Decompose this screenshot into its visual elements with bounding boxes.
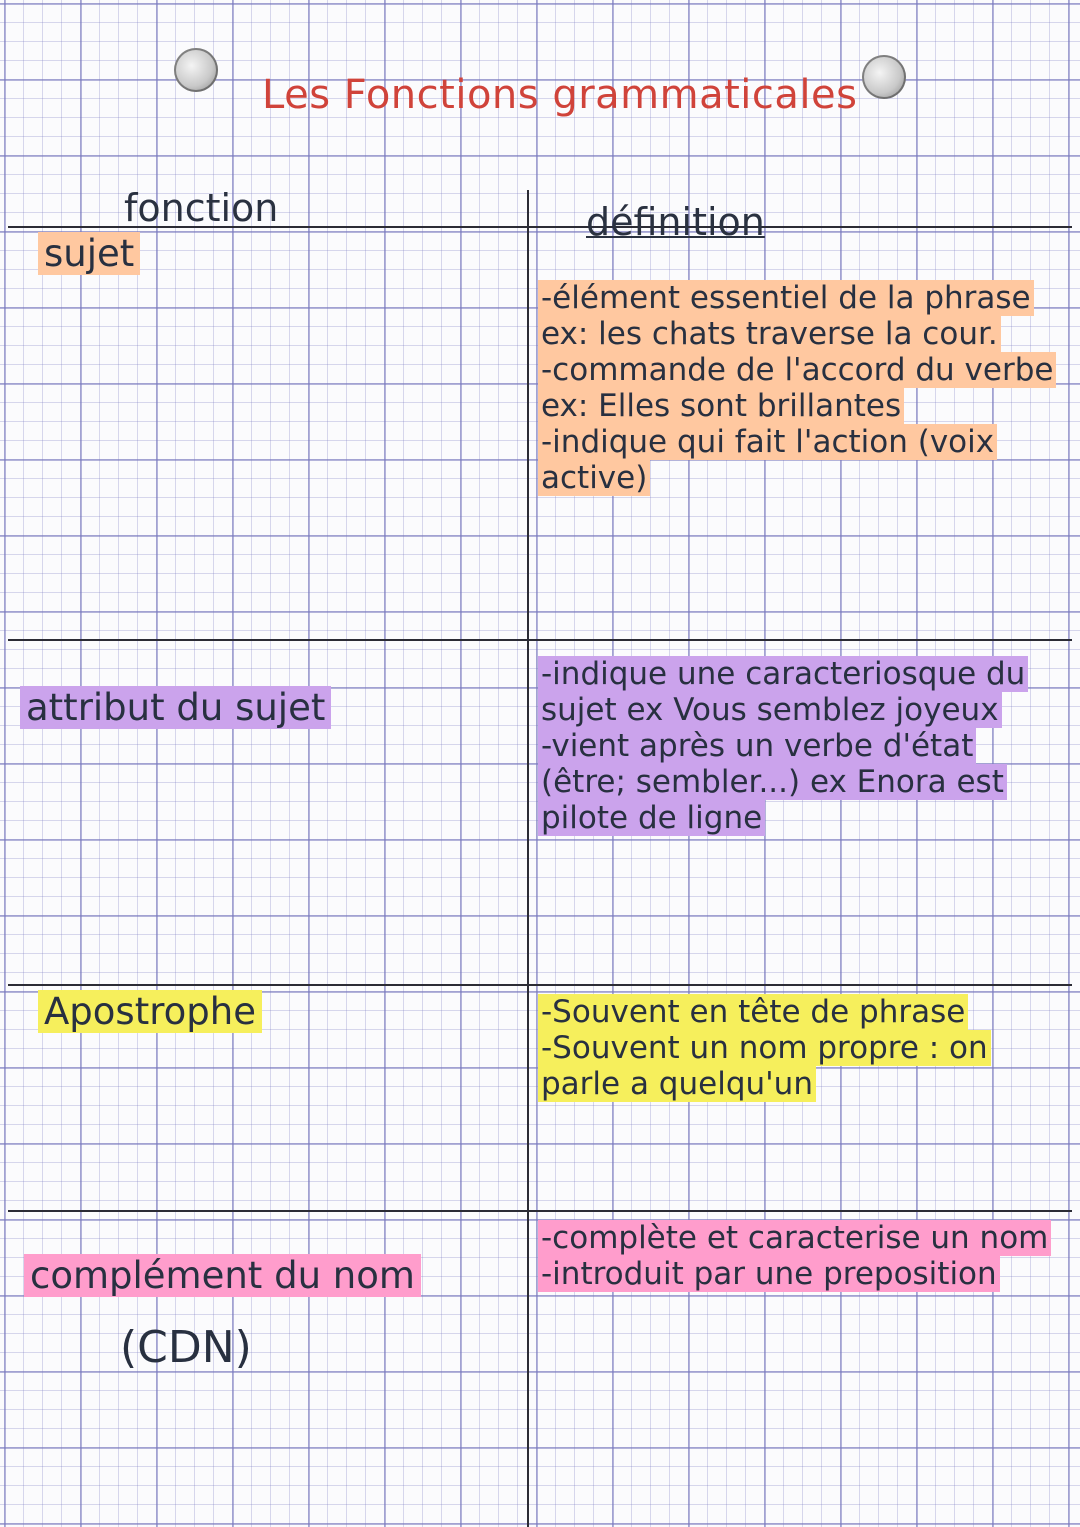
definition-item: -vient après un verbe d'état (être; sembler...) ex Enora est pilote de ligne — [538, 728, 1068, 836]
function-label-attribut-du-sujet — [20, 686, 331, 729]
function-label-complement-du-nom — [24, 1254, 421, 1297]
function-label-text: Apostrophe — [38, 990, 262, 1033]
row-divider-3 — [8, 1210, 1072, 1212]
definition-item: -Souvent un nom propre : on parle a quelqu'un — [538, 1030, 1068, 1102]
row-divider-1 — [8, 639, 1072, 641]
function-column-header: fonction — [124, 186, 279, 230]
definition-column-header: définition — [586, 200, 765, 244]
definition-item: -élément essentiel de la phrase ex: les chats traverse la cour. — [538, 280, 1068, 352]
definition-list-attribut-du-sujet — [538, 656, 1068, 836]
punch-hole-left — [174, 48, 218, 92]
page-title: Les Fonctions grammaticales — [262, 72, 858, 118]
function-abbreviation-cdn: (CDN) — [120, 1322, 252, 1373]
definition-item: -indique une caracteriosque du sujet ex Vous semblez joyeux — [538, 656, 1068, 728]
definition-item: -complète et caracterise un nom — [538, 1220, 1068, 1256]
definition-item: -commande de l'accord du verbe ex: Elles sont brillantes — [538, 352, 1068, 424]
column-divider — [527, 190, 529, 1527]
definition-list-sujet — [538, 280, 1068, 496]
definition-item: -introduit par une preposition — [538, 1256, 1068, 1292]
definition-item: -indique qui fait l'action (voix active) — [538, 424, 1068, 496]
row-divider-2 — [8, 984, 1072, 986]
punch-hole-right — [862, 55, 906, 99]
definition-list-complement-du-nom — [538, 1220, 1068, 1292]
function-label-apostrophe — [38, 990, 262, 1033]
definition-list-apostrophe — [538, 994, 1068, 1102]
definition-item: -Souvent en tête de phrase — [538, 994, 1068, 1030]
function-label-text: attribut du sujet — [20, 686, 331, 729]
function-label-text: sujet — [38, 232, 140, 275]
function-label-sujet — [38, 232, 140, 275]
function-label-text: complément du nom — [24, 1254, 421, 1297]
